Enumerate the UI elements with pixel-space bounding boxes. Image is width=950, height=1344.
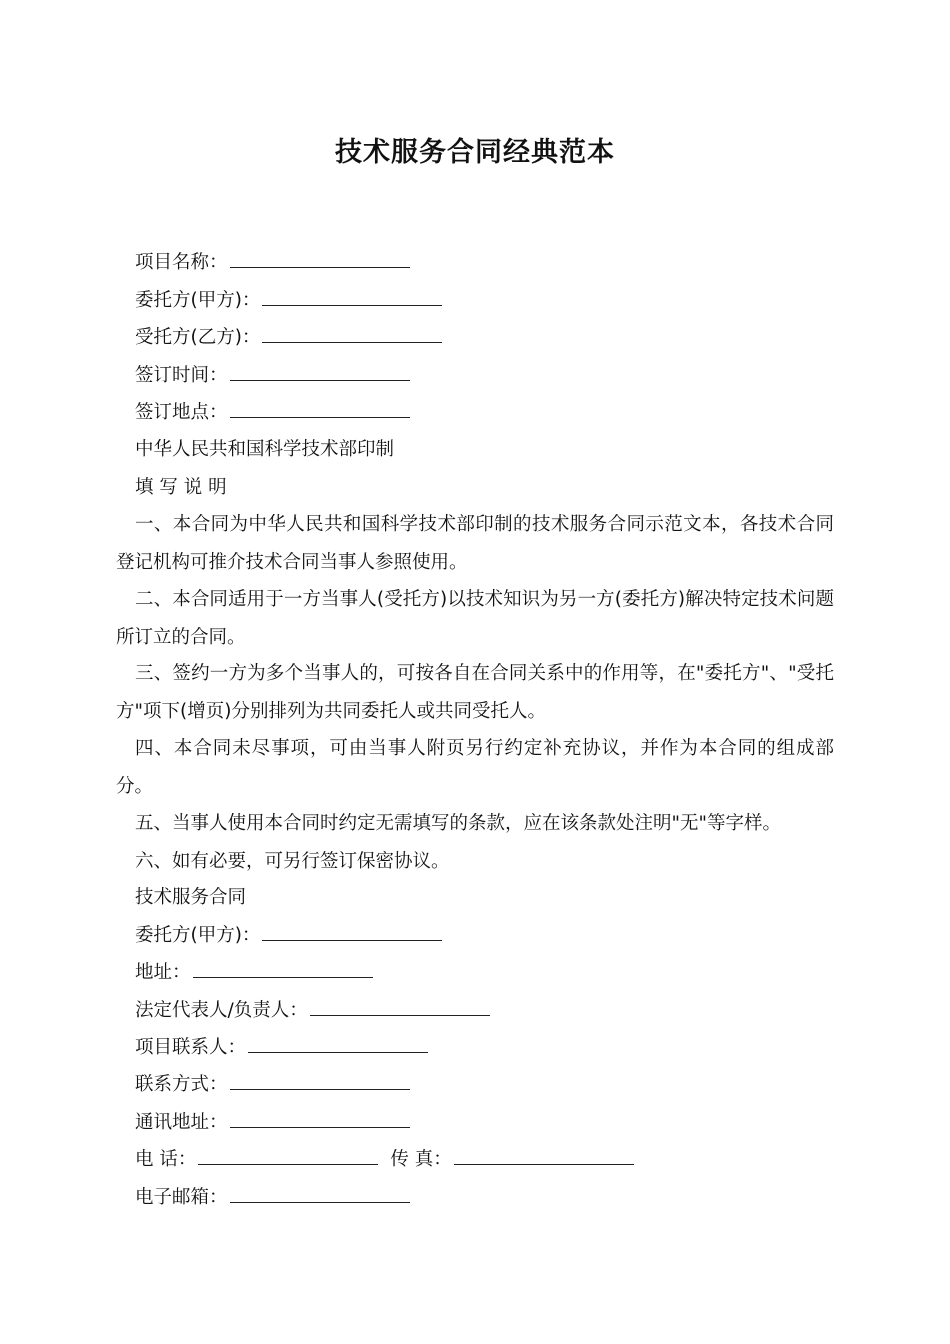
sign-time-label: 签订时间： (135, 365, 228, 386)
contract-client-blank[interactable] (262, 922, 442, 941)
legal-rep-blank[interactable] (310, 997, 490, 1016)
project-contact-field (135, 1034, 428, 1062)
instruction-item: 一、本合同为中华人民共和国科学技术部印制的技术服务合同示范文本，各技术合同登记机构可推介技术合同当事人参照使用。 (116, 514, 834, 573)
mail-address-field (135, 1109, 410, 1137)
address-field (135, 959, 373, 987)
client-field (135, 287, 442, 315)
address-label: 地址： (135, 962, 191, 983)
project-name-blank[interactable] (230, 249, 410, 268)
email-label: 电子邮箱： (135, 1187, 228, 1208)
instruction-item: 四、本合同未尽事项，可由当事人附页另行约定补充协议，并作为本合同的组成部分。 (116, 738, 834, 797)
sign-place-field (135, 399, 410, 427)
sign-place-label: 签订地点： (135, 402, 228, 423)
project-name-label: 项目名称： (135, 252, 228, 273)
phone-blank[interactable] (198, 1146, 378, 1165)
contact-method-field (135, 1071, 410, 1099)
client-blank[interactable] (262, 287, 442, 306)
project-name-field (135, 249, 410, 277)
contact-method-blank[interactable] (230, 1071, 410, 1090)
contractor-blank[interactable] (262, 324, 442, 343)
printed-by-text: 中华人民共和国科学技术部印制 (135, 439, 395, 460)
contract-heading: 技术服务合同 (135, 887, 247, 908)
legal-rep-label: 法定代表人/负责人： (135, 1000, 308, 1021)
contractor-field (135, 324, 442, 352)
instruction-item: 三、签约一方为多个当事人的，可按各自在合同关系中的作用等，在"委托方"、"受托方"项下(增页)分别排列为共同委托人或共同受托人。 (116, 663, 834, 722)
sign-time-field (135, 362, 410, 390)
contractor-label: 受托方(乙方)： (135, 327, 261, 348)
document-title: 技术服务合同经典范本 (335, 137, 615, 168)
email-field (135, 1184, 410, 1212)
fax-blank[interactable] (454, 1146, 634, 1165)
phone-label: 电 话： (135, 1149, 197, 1170)
instructions-heading: 填 写 说 明 (135, 477, 227, 498)
sign-place-blank[interactable] (230, 399, 410, 418)
address-blank[interactable] (193, 959, 373, 978)
project-contact-label: 项目联系人： (135, 1037, 247, 1058)
mail-address-label: 通讯地址： (135, 1112, 228, 1133)
legal-rep-field (135, 997, 490, 1025)
client-label: 委托方(甲方)： (135, 290, 261, 311)
instruction-item: 二、本合同适用于一方当事人(受托方)以技术知识为另一方(委托方)解决特定技术问题所订立的合同。 (116, 589, 834, 648)
contract-client-label: 委托方(甲方)： (135, 925, 261, 946)
mail-address-blank[interactable] (230, 1109, 410, 1128)
project-contact-blank[interactable] (248, 1034, 428, 1053)
sign-time-blank[interactable] (230, 362, 410, 381)
instruction-item: 五、当事人使用本合同时约定无需填写的条款，应在该条款处注明"无"等字样。 (135, 813, 782, 834)
contact-method-label: 联系方式： (135, 1074, 228, 1095)
instruction-item: 六、如有必要，可另行签订保密协议。 (135, 851, 450, 872)
fax-label: 传 真： (390, 1149, 452, 1170)
phone-fax-field (135, 1146, 634, 1174)
contract-client-field (135, 922, 442, 950)
email-blank[interactable] (230, 1184, 410, 1203)
